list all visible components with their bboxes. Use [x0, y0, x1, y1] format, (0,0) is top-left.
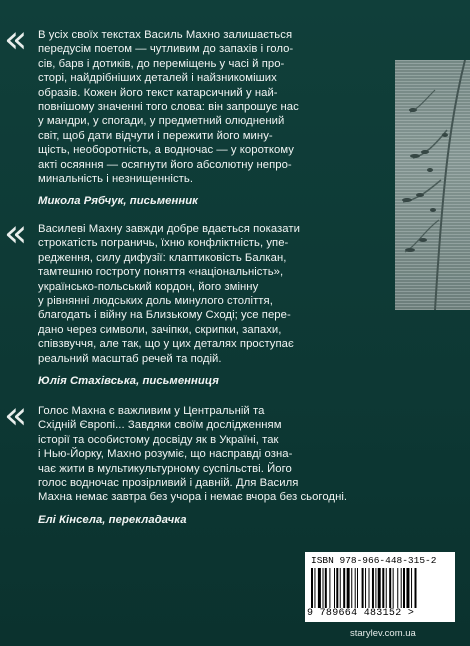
quote-line: Василеві Махну завжди добре вдається показати [38, 223, 300, 235]
quote-line: світ, щоб дати відчути і пережити його мину- [38, 129, 273, 142]
quote-text [38, 222, 373, 366]
ean-digits: 9 789664 483152 > [307, 608, 415, 619]
quote-line: строкатість пограничь, їхню конфліктність, упе- [38, 237, 289, 250]
quote-line: реальний масштаб речей та подій. [38, 352, 222, 365]
quote-line: дано через символи, зачіпки, скрипки, запахи, [38, 323, 282, 336]
opening-quote-mark: « [4, 17, 28, 61]
quote-line: передусім поетом — чутливим до запахів і голо- [38, 43, 294, 56]
isbn-text: ISBN 978-966-448-315-2 [311, 555, 437, 566]
quote-line: Махна немає завтра без учора і немає вчора без сьогодні. [38, 491, 348, 504]
quote-block [4, 17, 373, 209]
quote-text [38, 28, 373, 186]
quote-line: Голос Махна є важливим у Центральній та [38, 405, 265, 417]
opening-quote-mark: « [4, 393, 28, 437]
quote-line: тамтешню гостроту поняття «національність», [38, 266, 284, 279]
quote-line: Східній Європі... Завдяки своїм дослідженням [38, 419, 282, 432]
quote-line: повнішому значенні того слова: він запрошує нас [38, 101, 299, 114]
quote-author: Юлія Стахівська, письменниця [38, 375, 219, 388]
quote-line: чає жити в мультикультурному суспільстві. Його [38, 462, 292, 475]
quote-line: сторі, найдрібніших деталей і найзникоміших [38, 72, 277, 85]
quote-block [4, 211, 373, 388]
quote-line: українсько-польський кордон, його змінну [38, 280, 259, 293]
quote-line: редження, силу дифузії: клаптиковість Балкан, [38, 251, 287, 264]
quote-line: акті осяяння — осягнути його абсолютну непро- [38, 158, 292, 171]
quote-line: у мандри, у спогади, у предметний олюднений [38, 115, 285, 128]
quote-line: сів, барв і дотиків, до переміщень у часі й про- [38, 57, 285, 70]
quote-line: у рівнянні людських доль минулого століття, [38, 295, 273, 308]
quote-line: В усіх своїх текстах Василь Махно залишається [38, 29, 293, 41]
quote-line: співзвуччя, але так, що у цих деталях проступає [38, 338, 294, 351]
quote-author: Микола Рябчук, письменник [38, 195, 198, 208]
quote-author: Елі Кінсела, перекладачка [38, 513, 187, 526]
quote-text [38, 404, 373, 505]
quote-line: минальність і незнищенність. [38, 173, 194, 186]
quote-line: благодать і війну на Близькому Сході; усе пере- [38, 309, 291, 322]
quote-line: голос водночас прозірливий і давній. Для Василя [38, 477, 299, 490]
quote-line: щість, необоротність, а водночас — у короткому [38, 144, 294, 157]
tree-photo [395, 60, 470, 310]
quote-line: і Нью-Йорку, Махно розуміє, що насправді озна- [38, 448, 293, 461]
quote-block [4, 393, 373, 527]
quote-line: історії та особистому досвіду як в Україні, так [38, 433, 279, 446]
isbn-barcode [305, 552, 455, 622]
quote-line: образів. Кожен його текст катарсичний у най- [38, 86, 278, 99]
barcode-bars [311, 568, 449, 608]
opening-quote-mark: « [4, 211, 28, 255]
publisher-website: starylev.com.ua [350, 628, 416, 639]
